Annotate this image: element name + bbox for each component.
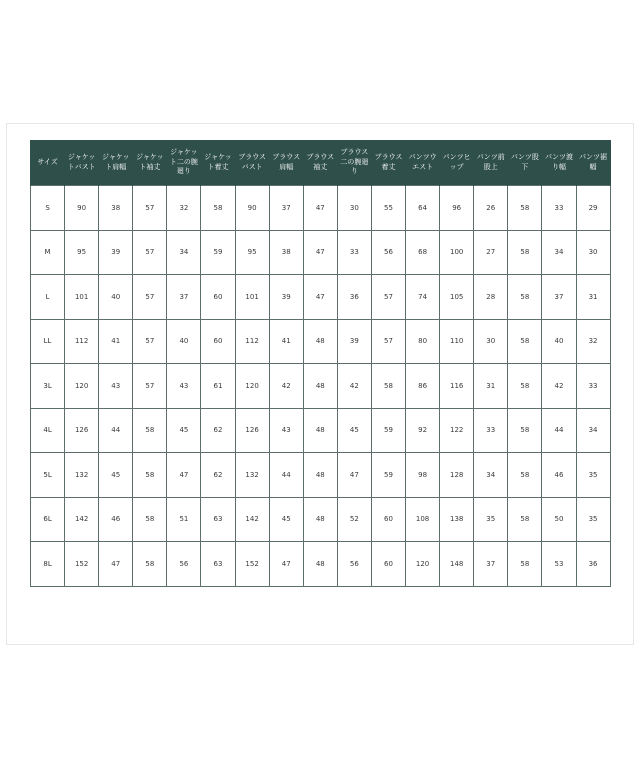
measurement-cell: 35: [576, 453, 610, 498]
measurement-cell: 74: [406, 275, 440, 320]
measurement-cell: 47: [269, 542, 303, 587]
measurement-cell: 90: [65, 186, 99, 231]
column-header: ブラウス袖丈: [303, 140, 337, 186]
measurement-cell: 58: [508, 364, 542, 409]
measurement-cell: 86: [406, 364, 440, 409]
measurement-cell: 62: [201, 408, 235, 453]
measurement-cell: 31: [576, 275, 610, 320]
table-row: [31, 364, 611, 409]
measurement-cell: 59: [201, 230, 235, 275]
measurement-cell: 37: [542, 275, 576, 320]
table-header-row: [31, 140, 611, 186]
measurement-cell: 46: [99, 497, 133, 542]
measurement-cell: 32: [167, 186, 201, 231]
size-label-cell: M: [31, 230, 65, 275]
measurement-cell: 41: [269, 319, 303, 364]
measurement-cell: 101: [235, 275, 269, 320]
measurement-cell: 57: [371, 275, 405, 320]
measurement-cell: 39: [269, 275, 303, 320]
measurement-cell: 57: [133, 319, 167, 364]
measurement-cell: 34: [542, 230, 576, 275]
measurement-cell: 38: [269, 230, 303, 275]
measurement-cell: 32: [576, 319, 610, 364]
measurement-cell: 31: [474, 364, 508, 409]
column-header: パンツウエスト: [406, 140, 440, 186]
measurement-cell: 126: [235, 408, 269, 453]
column-header: パンツ渡り幅: [542, 140, 576, 186]
measurement-cell: 60: [201, 319, 235, 364]
table-row: [31, 230, 611, 275]
measurement-cell: 43: [269, 408, 303, 453]
measurement-cell: 34: [474, 453, 508, 498]
measurement-cell: 28: [474, 275, 508, 320]
measurement-cell: 35: [576, 497, 610, 542]
measurement-cell: 29: [576, 186, 610, 231]
measurement-cell: 51: [167, 497, 201, 542]
measurement-cell: 44: [542, 408, 576, 453]
size-chart-table: [30, 140, 611, 587]
measurement-cell: 39: [99, 230, 133, 275]
measurement-cell: 100: [440, 230, 474, 275]
measurement-cell: 45: [99, 453, 133, 498]
measurement-cell: 36: [337, 275, 371, 320]
measurement-cell: 47: [167, 453, 201, 498]
size-label-cell: L: [31, 275, 65, 320]
measurement-cell: 61: [201, 364, 235, 409]
measurement-cell: 41: [99, 319, 133, 364]
measurement-cell: 40: [542, 319, 576, 364]
measurement-cell: 48: [303, 319, 337, 364]
measurement-cell: 42: [542, 364, 576, 409]
measurement-cell: 33: [474, 408, 508, 453]
table-body: [31, 186, 611, 587]
table-row: [31, 319, 611, 364]
measurement-cell: 57: [133, 364, 167, 409]
measurement-cell: 58: [133, 453, 167, 498]
measurement-cell: 63: [201, 497, 235, 542]
measurement-cell: 56: [337, 542, 371, 587]
measurement-cell: 58: [133, 542, 167, 587]
column-header: パンツ前股上: [474, 140, 508, 186]
measurement-cell: 110: [440, 319, 474, 364]
measurement-cell: 112: [235, 319, 269, 364]
measurement-cell: 58: [508, 453, 542, 498]
measurement-cell: 34: [167, 230, 201, 275]
measurement-cell: 58: [508, 542, 542, 587]
column-header: サイズ: [31, 140, 65, 186]
measurement-cell: 38: [99, 186, 133, 231]
measurement-cell: 35: [474, 497, 508, 542]
measurement-cell: 116: [440, 364, 474, 409]
column-header: ブラウス二の腕廻り: [337, 140, 371, 186]
size-label-cell: 4L: [31, 408, 65, 453]
table-row: [31, 453, 611, 498]
column-header: ブラウスバスト: [235, 140, 269, 186]
measurement-cell: 47: [99, 542, 133, 587]
measurement-cell: 101: [65, 275, 99, 320]
measurement-cell: 55: [371, 186, 405, 231]
measurement-cell: 95: [65, 230, 99, 275]
measurement-cell: 132: [65, 453, 99, 498]
measurement-cell: 58: [133, 408, 167, 453]
measurement-cell: 60: [201, 275, 235, 320]
measurement-cell: 30: [474, 319, 508, 364]
measurement-cell: 45: [269, 497, 303, 542]
measurement-cell: 132: [235, 453, 269, 498]
measurement-cell: 46: [542, 453, 576, 498]
measurement-cell: 45: [167, 408, 201, 453]
measurement-cell: 48: [303, 453, 337, 498]
measurement-cell: 98: [406, 453, 440, 498]
measurement-cell: 92: [406, 408, 440, 453]
measurement-cell: 57: [371, 319, 405, 364]
measurement-cell: 37: [269, 186, 303, 231]
measurement-cell: 33: [542, 186, 576, 231]
measurement-cell: 37: [167, 275, 201, 320]
measurement-cell: 57: [133, 186, 167, 231]
table-row: [31, 186, 611, 231]
table-row: [31, 275, 611, 320]
measurement-cell: 44: [269, 453, 303, 498]
measurement-cell: 33: [337, 230, 371, 275]
measurement-cell: 40: [99, 275, 133, 320]
measurement-cell: 105: [440, 275, 474, 320]
measurement-cell: 128: [440, 453, 474, 498]
measurement-cell: 59: [371, 453, 405, 498]
measurement-cell: 58: [508, 186, 542, 231]
column-header: ジャケット肩幅: [99, 140, 133, 186]
measurement-cell: 42: [269, 364, 303, 409]
measurement-cell: 47: [337, 453, 371, 498]
measurement-cell: 47: [303, 186, 337, 231]
measurement-cell: 148: [440, 542, 474, 587]
measurement-cell: 47: [303, 275, 337, 320]
measurement-cell: 58: [508, 275, 542, 320]
measurement-cell: 48: [303, 542, 337, 587]
measurement-cell: 142: [65, 497, 99, 542]
measurement-cell: 60: [371, 497, 405, 542]
column-header: パンツヒップ: [440, 140, 474, 186]
measurement-cell: 26: [474, 186, 508, 231]
measurement-cell: 48: [303, 408, 337, 453]
measurement-cell: 45: [337, 408, 371, 453]
measurement-cell: 120: [65, 364, 99, 409]
measurement-cell: 34: [576, 408, 610, 453]
measurement-cell: 138: [440, 497, 474, 542]
measurement-cell: 60: [371, 542, 405, 587]
measurement-cell: 122: [440, 408, 474, 453]
column-header: ブラウス肩幅: [269, 140, 303, 186]
table-row: [31, 542, 611, 587]
measurement-cell: 52: [337, 497, 371, 542]
column-header: ブラウス着丈: [371, 140, 405, 186]
measurement-cell: 58: [508, 408, 542, 453]
measurement-cell: 39: [337, 319, 371, 364]
measurement-cell: 47: [303, 230, 337, 275]
column-header: ジャケット着丈: [201, 140, 235, 186]
column-header: ジャケットバスト: [65, 140, 99, 186]
measurement-cell: 59: [371, 408, 405, 453]
size-label-cell: 3L: [31, 364, 65, 409]
size-label-cell: S: [31, 186, 65, 231]
size-label-cell: 8L: [31, 542, 65, 587]
measurement-cell: 112: [65, 319, 99, 364]
measurement-cell: 95: [235, 230, 269, 275]
measurement-cell: 57: [133, 275, 167, 320]
measurement-cell: 40: [167, 319, 201, 364]
measurement-cell: 120: [235, 364, 269, 409]
measurement-cell: 108: [406, 497, 440, 542]
measurement-cell: 48: [303, 364, 337, 409]
measurement-cell: 43: [167, 364, 201, 409]
measurement-cell: 48: [303, 497, 337, 542]
measurement-cell: 42: [337, 364, 371, 409]
measurement-cell: 50: [542, 497, 576, 542]
measurement-cell: 64: [406, 186, 440, 231]
size-label-cell: 6L: [31, 497, 65, 542]
measurement-cell: 152: [235, 542, 269, 587]
column-header: パンツ股下: [508, 140, 542, 186]
measurement-cell: 142: [235, 497, 269, 542]
measurement-cell: 56: [167, 542, 201, 587]
measurement-cell: 68: [406, 230, 440, 275]
measurement-cell: 62: [201, 453, 235, 498]
size-label-cell: 5L: [31, 453, 65, 498]
measurement-cell: 90: [235, 186, 269, 231]
measurement-cell: 152: [65, 542, 99, 587]
measurement-cell: 80: [406, 319, 440, 364]
measurement-cell: 58: [508, 319, 542, 364]
measurement-cell: 53: [542, 542, 576, 587]
column-header: ジャケット袖丈: [133, 140, 167, 186]
measurement-cell: 96: [440, 186, 474, 231]
measurement-cell: 126: [65, 408, 99, 453]
measurement-cell: 33: [576, 364, 610, 409]
measurement-cell: 30: [576, 230, 610, 275]
measurement-cell: 44: [99, 408, 133, 453]
table-row: [31, 408, 611, 453]
size-label-cell: LL: [31, 319, 65, 364]
measurement-cell: 27: [474, 230, 508, 275]
measurement-cell: 30: [337, 186, 371, 231]
measurement-cell: 56: [371, 230, 405, 275]
column-header: ジャケット二の腕廻り: [167, 140, 201, 186]
measurement-cell: 120: [406, 542, 440, 587]
measurement-cell: 58: [371, 364, 405, 409]
measurement-cell: 43: [99, 364, 133, 409]
column-header: パンツ裾幅: [576, 140, 610, 186]
measurement-cell: 37: [474, 542, 508, 587]
measurement-cell: 58: [133, 497, 167, 542]
table-row: [31, 497, 611, 542]
measurement-cell: 58: [508, 230, 542, 275]
measurement-cell: 36: [576, 542, 610, 587]
measurement-cell: 58: [508, 497, 542, 542]
measurement-cell: 57: [133, 230, 167, 275]
measurement-cell: 63: [201, 542, 235, 587]
measurement-cell: 58: [201, 186, 235, 231]
